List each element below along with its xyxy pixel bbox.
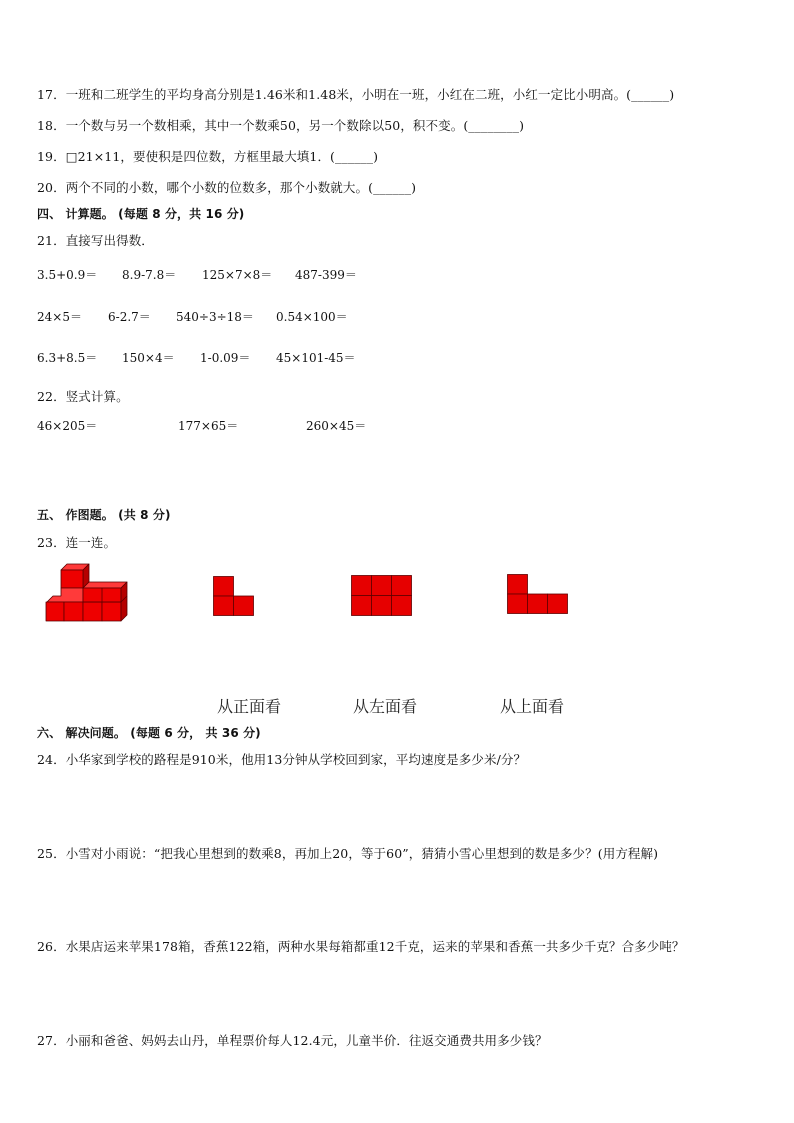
calc-item: 24×5＝	[37, 310, 82, 324]
question-25: 25．小雪对小雨说：“把我心里想到的数乘8，再加上20，等于60”，猜猜小雪心里想到的数是多少？(用方程解)	[37, 846, 659, 861]
question-21: 21．直接写出得数．	[37, 233, 154, 248]
question-26: 26．水果店运来苹果178箱，香蕉122箱，两种水果每箱都重12千克，运来的苹果和香蕉一共多少千克？合多少吨？	[37, 939, 685, 954]
cube-stack-figure	[44, 562, 134, 624]
question-23: 23．连一连。	[37, 535, 117, 550]
section-5-heading: 五、 作图题。 (共 8 分)	[37, 508, 171, 522]
calc-item: 260×45＝	[306, 419, 367, 433]
section-6-heading: 六、 解决问题。 (每题 6 分， 共 36 分)	[37, 726, 261, 740]
question-27: 27．小丽和爸爸、妈妈去山丹，单程票价每人12.4元，儿童半价．往返交通费共用多少钱？	[37, 1033, 548, 1048]
calc-item: 125×7×8＝	[202, 268, 273, 282]
calc-item: 6.3+8.5＝	[37, 351, 98, 365]
question-19: 19．□21×11，要使积是四位数，方框里最大填1．(______)	[37, 149, 379, 164]
calc-item: 540÷3÷18＝	[176, 310, 254, 324]
calc-item: 177×65＝	[178, 419, 239, 433]
view-label-front: 从正面看	[217, 697, 282, 716]
view-label-top: 从上面看	[500, 697, 565, 716]
question-18: 18．一个数与另一个数相乘，其中一个数乘50，另一个数除以50，积不变。(________)	[37, 118, 525, 133]
calc-item: 0.54×100＝	[276, 310, 348, 324]
calc-item: 8.9-7.8＝	[122, 268, 177, 282]
view-label-left: 从左面看	[353, 697, 418, 716]
side-view-shape	[507, 574, 569, 616]
question-20: 20．两个不同的小数，哪个小数的位数多，那个小数就大。(______)	[37, 180, 417, 195]
question-22: 22．竖式计算。	[37, 389, 129, 404]
section-4-heading: 四、 计算题。 (每题 8 分，共 16 分)	[37, 207, 245, 221]
question-17: 17．一班和二班学生的平均身高分别是1.46米和1.48米，小明在一班，小红在二班，小红一定比小明高。(______)	[37, 87, 675, 102]
calc-item: 1-0.09＝	[200, 351, 251, 365]
question-24: 24．小华家到学校的路程是910米，他用13分钟从学校回到家，平均速度是多少米/分？	[37, 752, 527, 767]
calc-item: 150×4＝	[122, 351, 175, 365]
calc-item: 6-2.7＝	[108, 310, 151, 324]
calc-item: 45×101-45＝	[276, 351, 356, 365]
front-view-shape	[213, 576, 255, 618]
calc-item: 3.5+0.9＝	[37, 268, 98, 282]
grid-view-shape	[351, 575, 413, 617]
calc-item: 46×205＝	[37, 419, 98, 433]
calc-item: 487-399＝	[295, 268, 357, 282]
